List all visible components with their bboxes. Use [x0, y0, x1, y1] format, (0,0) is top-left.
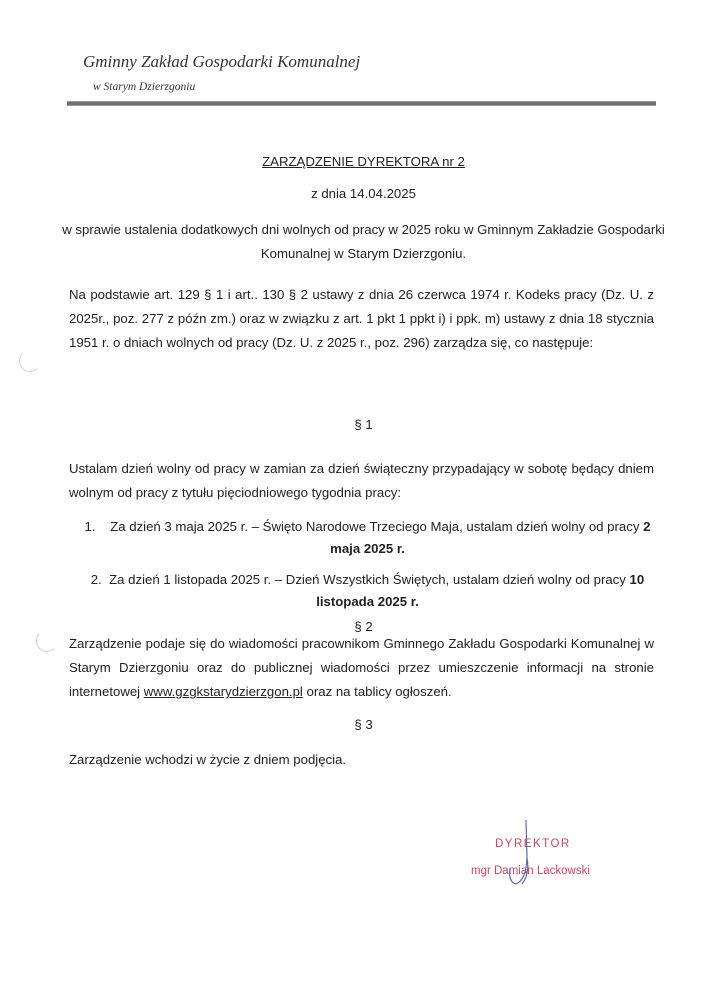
signature-name: mgr Damian Lackowski — [471, 865, 590, 877]
section-2-text-before: Zarządzenie podaje się do wiadomości pracownikom Gminnego Zakładu Gospodarki Komunalnej w Starym Dzierzgoniu oraz do publicznej wiadomości przez umieszczenie informacji na stronie internetowej — [69, 636, 654, 699]
list-item — [80, 516, 655, 560]
document-subject: w sprawie ustalenia dodatkowych dni wolnych od pracy w 2025 roku w Gminnym Zakładzie Gospodarki Komunalnej w Starym Dzierzgoniu. — [62, 222, 665, 261]
legal-basis: Na podstawie art. 129 § 1 i art.. 130 § 2 ustawy z dnia 26 czerwca 1974 r. Kodeks pracy (Dz. U. z 2025r., poz. 277 z późn zm.) oraz w związku z art. 1 pkt 1 ppkt i) i ppk. m) ustawy z dnia 18 stycznia 1951 r. o dniach wolnych od pracy (Dz. U. z 2025 r., poz. 296) zarządza się, co następuje: — [69, 287, 654, 350]
list-item-text: Za dzień 1 listopada 2025 r. – Dzień Wszystkich Świętych, ustalam dzień wolny od pracy — [109, 572, 626, 587]
list-item-date: 2 maja 2025 r. — [330, 519, 651, 556]
handwritten-signature — [500, 818, 540, 890]
letterhead-organization: Gminny Zakład Gospodarki Komunalnej — [83, 52, 361, 71]
signature-title: DYREKTOR — [495, 838, 571, 850]
section-1-text: Ustalam dzień wolny od pracy w zamian za dzień świąteczny przypadający w sobotę będący dniem wolnym od pracy z tytułu pięciodniowego tygodnia pracy: — [69, 461, 654, 500]
document-title: ZARZĄDZENIE DYREKTORA nr 2 — [262, 154, 465, 169]
document-date: z dnia 14.04.2025 — [311, 186, 416, 201]
section-2-text-after: oraz na tablicy ogłoszeń. — [306, 684, 452, 699]
margin-hole-mark — [36, 630, 58, 652]
list-item-text: Za dzień 3 maja 2025 r. – Święto Narodowe Trzeciego Maja, ustalam dzień wolny od pracy — [110, 519, 640, 534]
website-link[interactable]: www.gzgkstarydzierzgon.pl — [143, 684, 303, 699]
section-2-text — [69, 632, 654, 704]
section-3-heading: § 3 — [354, 717, 373, 732]
section-2-heading: § 2 — [354, 619, 373, 634]
letterhead-location: w Starym Dzierzgoniu — [93, 81, 196, 93]
section-3-text: Zarządzenie wchodzi w życie z dniem podjęcia. — [69, 752, 347, 767]
section-1-heading: § 1 — [354, 417, 373, 432]
list-item-number: 2. — [90, 572, 102, 587]
list-item — [80, 569, 655, 613]
margin-hole-mark — [19, 350, 41, 372]
list-item-date: 10 listopada 2025 r. — [316, 572, 645, 609]
letterhead-divider — [67, 101, 656, 106]
list-item-number: 1. — [84, 519, 96, 534]
